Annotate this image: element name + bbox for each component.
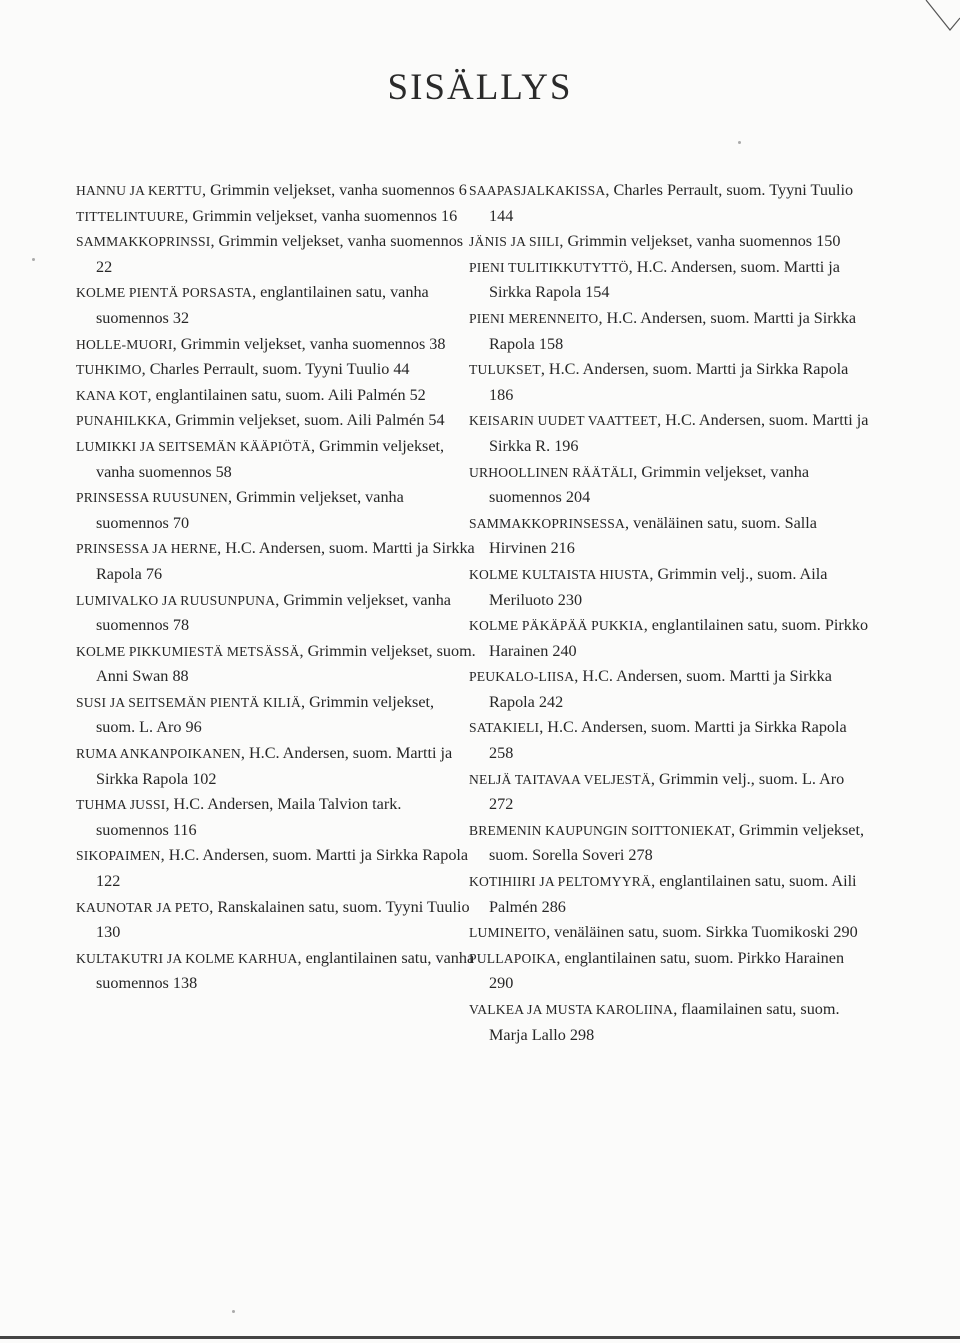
toc-entry-heading: BREMENIN KAUPUNGIN SOITTONIEKAT	[469, 822, 731, 838]
scan-speck	[232, 1310, 235, 1313]
toc-entry	[76, 357, 476, 383]
toc-entry	[469, 664, 869, 715]
toc-entry	[76, 332, 476, 358]
toc-entry-heading: TULUKSET	[469, 362, 541, 378]
toc-entry	[76, 178, 476, 204]
toc-entry-details: , Charles Perrault, suom. Tyyni Tuulio 144	[489, 181, 854, 225]
toc-entry-heading: SAMMAKKOPRINSESSA	[469, 515, 625, 531]
toc-entry-details: , Grimmin veljekset, vanha suomennos 204	[489, 462, 810, 507]
toc-entry-heading: TUHKIMO	[76, 362, 142, 378]
toc-entry-details: , H.C. Andersen, suom. Martti ja Sirkka R. 196	[489, 411, 869, 455]
toc-entry-details: , Grimmin veljekset, vanha suomennos 70	[96, 488, 404, 532]
toc-entry	[76, 843, 476, 894]
toc-entry-heading: SATAKIELI	[469, 720, 540, 736]
toc-entry-heading: KAUNOTAR JA PETO	[76, 899, 210, 915]
scan-speck	[738, 141, 741, 144]
toc-entry	[76, 792, 476, 843]
toc-entry-details: , H.C. Andersen, suom. Martti ja Sirkka Rapola 186	[489, 360, 849, 404]
toc-entry	[76, 383, 476, 409]
toc-entry-details: , H.C. Andersen, suom. Martti ja Sirkka Rapola 122	[96, 846, 469, 891]
toc-entry-heading: VALKEA JA MUSTA KAROLIINA	[469, 1002, 674, 1017]
toc-entry	[469, 178, 869, 229]
toc-entry	[469, 767, 869, 818]
toc-entry	[469, 715, 869, 766]
toc-entry-heading: PIENI MERENNEITO	[469, 310, 599, 326]
toc-entry-details: , Grimmin veljekset, suom. L. Aro 96	[96, 692, 435, 737]
toc-entry-heading: KOLME KULTAISTA HIUSTA	[469, 566, 650, 582]
toc-entry	[76, 690, 476, 741]
toc-entry-heading: PULLAPOIKA	[469, 950, 557, 966]
toc-entry-heading: HANNU JA KERTTU	[76, 183, 203, 198]
toc-entry-details: , venäläinen satu, suom. Sirkka Tuomikoski 290	[546, 923, 858, 942]
toc-entry-details: , H.C. Andersen, suom. Martti ja Sirkka Rapola 158	[489, 308, 857, 353]
toc-entry-details: , H.C. Andersen, suom. Martti ja Sirkka Rapola 258	[489, 718, 847, 763]
toc-entry	[469, 460, 869, 511]
scan-edge-line	[0, 1336, 960, 1339]
toc-entry-heading: PUNAHILKKA	[76, 413, 168, 429]
toc-entry-heading: KOLME PÄKÄPÄÄ PUKKIA	[469, 618, 644, 634]
toc-entry-heading: SAMMAKKOPRINSSI	[76, 234, 211, 250]
toc-entry-details: , Grimmin veljekset, vanha suomennos 78	[96, 590, 451, 635]
toc-entry-details: , venäläinen satu, suom. Salla Hirvinen 216	[489, 513, 817, 558]
toc-entry-details: , Grimmin veljekset, vanha suomennos 6	[202, 181, 467, 199]
toc-entry	[76, 946, 476, 997]
toc-entry-heading: SUSI JA SEITSEMÄN PIENTÄ KILIÄ	[76, 694, 302, 710]
toc-entry-heading: URHOOLLINEN RÄÄTÄLI	[469, 464, 634, 480]
toc-entry	[76, 536, 476, 587]
toc-entry-heading: SIKOPAIMEN	[76, 848, 161, 864]
toc-entry-details: , Grimmin veljekset, vanha suomennos 22	[96, 232, 464, 276]
toc-entry-heading: PRINSESSA JA HERNE	[76, 541, 218, 557]
toc-entry-details: , Grimmin veljekset, suom. Anni Swan 88	[96, 641, 476, 686]
toc-entry-details: , englantilainen satu, suom. Aili Palmén 52	[147, 385, 426, 404]
toc-entry	[469, 613, 869, 664]
toc-entry	[469, 306, 869, 357]
toc-entry-details: , Grimmin veljekset, vanha suomennos 150	[559, 232, 841, 251]
toc-entry-heading: KULTAKUTRI JA KOLME KARHUA	[76, 950, 298, 966]
toc-entry-heading: PIENI TULITIKKUTYTTÖ	[469, 259, 629, 275]
toc-entry-details: , Grimmin velj., suom. L. Aro 272	[489, 769, 845, 814]
toc-entry	[469, 869, 869, 920]
toc-entry	[469, 255, 869, 306]
toc-entry-details: , Grimmin veljekset, suom. Aili Palmén 54	[167, 411, 445, 430]
toc-entry-heading: PRINSESSA RUUSUNEN	[76, 490, 229, 506]
toc-entry	[76, 229, 476, 280]
toc-entry-details: , H.C. Andersen, suom. Martti ja Sirkka Rapola 76	[96, 539, 475, 583]
toc-entry	[76, 895, 476, 946]
toc-entry-details: , Grimmin velj., suom. Aila Meriluoto 230	[489, 564, 828, 609]
toc-entry	[469, 920, 869, 946]
toc-entry-details: , H.C. Andersen, suom. Martti ja Sirkka Rapola 242	[489, 667, 832, 711]
toc-entry-details: , englantilainen satu, suom. Aili Palmén 286	[489, 872, 857, 916]
toc-entry	[469, 511, 869, 562]
toc-entry-heading: SAAPASJALKAKISSA	[469, 183, 606, 198]
toc-entry-heading: KOLME PIENTÄ PORSASTA	[76, 285, 253, 301]
toc-entry-heading: LUMINEITO	[469, 925, 547, 941]
toc-entry-heading: KOLME PIKKUMIESTÄ METSÄSSÄ	[76, 643, 300, 659]
toc-entry-details: , englantilainen satu, vanha suomennos 32	[96, 283, 429, 327]
page-corner-fold	[920, 0, 960, 40]
toc-entry	[469, 229, 869, 255]
toc-entry	[469, 997, 869, 1048]
toc-entry-heading: NELJÄ TAITAVAA VELJESTÄ	[469, 771, 651, 787]
toc-entry-details: , Grimmin veljekset, suom. Sorella Soveri 278	[489, 820, 865, 865]
toc-entry-heading: KANA KOT	[76, 387, 148, 403]
toc-entry-details: , H.C. Andersen, Maila Talvion tark. suomennos 116	[96, 795, 402, 839]
toc-entry	[469, 946, 869, 997]
toc-left-column	[76, 178, 476, 997]
toc-entry-heading: LUMIVALKO JA RUUSUNPUNA	[76, 592, 276, 608]
toc-entry-heading: KEISARIN UUDET VAATTEET	[469, 413, 658, 429]
toc-entry	[76, 280, 476, 331]
toc-entry	[76, 588, 476, 639]
toc-entry-heading: TUHMA JUSSI	[76, 797, 166, 813]
toc-entry	[76, 204, 476, 230]
toc-entry-details: , englantilainen satu, vanha suomennos 138	[96, 948, 475, 993]
toc-entry-details: , H.C. Andersen, suom. Martti ja Sirkka Rapola 154	[489, 257, 840, 302]
toc-entry-details: , flaamilainen satu, suom. Marja Lallo 298	[489, 1000, 840, 1044]
toc-entry	[469, 818, 869, 869]
toc-entry-details: , Grimmin veljekset, vanha suomennos 16	[184, 206, 458, 225]
toc-entry-heading: PEUKALO-LIISA	[469, 669, 575, 685]
toc-entry-details: , englantilainen satu, suom. Pirkko Harainen 240	[489, 616, 869, 660]
toc-entry-heading: KOTIHIIRI JA PELTOMYYRÄ	[469, 874, 652, 890]
toc-entry-details: , Grimmin veljekset, vanha suomennos 58	[96, 436, 445, 481]
toc-right-column	[469, 178, 869, 1048]
toc-entry	[469, 562, 869, 613]
toc-entry	[76, 408, 476, 434]
toc-entry	[469, 357, 869, 408]
toc-entry-heading: HOLLE-MUORI	[76, 336, 173, 352]
toc-entry	[76, 434, 476, 485]
toc-entry-details: , Grimmin veljekset, vanha suomennos 38	[172, 334, 446, 353]
toc-entry-heading: JÄNIS JA SIILI	[469, 234, 560, 250]
toc-entry	[76, 639, 476, 690]
toc-entry-heading: RUMA ANKANPOIKANEN	[76, 746, 241, 762]
toc-entry	[76, 485, 476, 536]
toc-entry	[469, 408, 869, 459]
page-title: SISÄLLYS	[387, 67, 573, 108]
toc-entry-details: , H.C. Andersen, suom. Martti ja Sirkka Rapola 102	[96, 744, 453, 788]
toc-entry-heading: TITTELINTUURE	[76, 208, 185, 224]
toc-entry	[76, 741, 476, 792]
toc-entry-heading: LUMIKKI JA SEITSEMÄN KÄÄPIÖTÄ	[76, 438, 312, 454]
scan-speck	[32, 258, 35, 261]
toc-entry-details: , englantilainen satu, suom. Pirkko Harainen 290	[489, 948, 845, 993]
toc-entry-details: , Charles Perrault, suom. Tyyni Tuulio 44	[141, 360, 410, 379]
toc-entry-details: , Ranskalainen satu, suom. Tyyni Tuulio 130	[96, 897, 470, 942]
